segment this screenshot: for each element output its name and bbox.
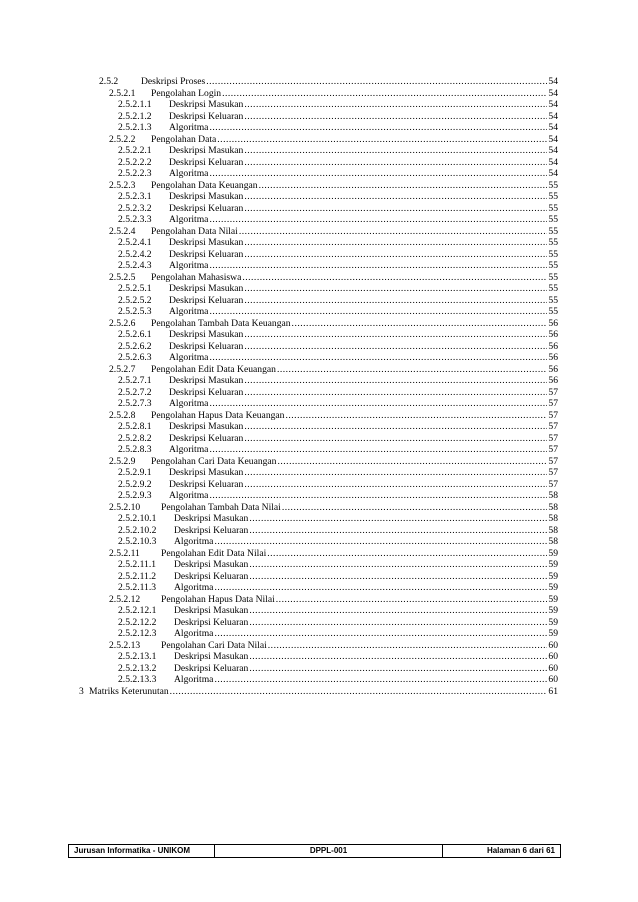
toc-entry-number: 2.5.2.1.2 — [118, 110, 152, 122]
toc-entry-page: 56 — [548, 375, 558, 386]
toc-entry[interactable] — [0, 295, 638, 307]
toc-entry[interactable] — [0, 571, 638, 583]
toc-entry-number: 2.5.2.5 — [109, 271, 136, 283]
toc-entry-page: 59 — [548, 559, 558, 570]
toc-entry[interactable] — [0, 686, 638, 698]
toc-entry-title: Algoritma — [169, 444, 209, 455]
toc-dot-leader — [244, 375, 547, 387]
toc-entry-title: Algoritma — [169, 352, 209, 363]
toc-entry[interactable] — [0, 341, 638, 353]
toc-entry[interactable] — [0, 180, 638, 192]
toc-entry[interactable] — [0, 157, 638, 169]
toc-entry-page: 58 — [548, 524, 558, 536]
toc-entry-page: 56 — [548, 352, 558, 363]
toc-entry-number: 2.5.2.12.2 — [118, 616, 157, 628]
toc-entry-title: Deskripsi Keluaran — [169, 432, 244, 444]
toc-entry-number: 2.5.2.2.1 — [118, 145, 152, 156]
toc-entry-page: 55 — [548, 294, 558, 306]
toc-entry-title: Deskripsi Masukan — [169, 375, 244, 386]
toc-entry-number: 2.5.2.4 — [109, 225, 136, 237]
toc-entry[interactable] — [0, 237, 638, 249]
toc-dot-leader — [206, 76, 547, 88]
toc-entry[interactable] — [0, 525, 638, 537]
toc-dot-leader — [244, 341, 547, 353]
toc-entry-title: Deskripsi Masukan — [169, 145, 244, 156]
toc-entry-title: Deskripsi Keluaran — [169, 340, 244, 352]
toc-entry-number: 2.5.2.10.2 — [118, 524, 157, 536]
toc-entry-page: 58 — [548, 490, 558, 501]
toc-dot-leader — [209, 352, 547, 364]
toc-entry[interactable] — [0, 329, 638, 341]
toc-entry-title: Deskripsi Masukan — [169, 191, 244, 202]
toc-entry[interactable] — [0, 640, 638, 652]
toc-entry-page: 55 — [548, 202, 558, 214]
toc-dot-leader — [244, 157, 547, 169]
toc-dot-leader — [244, 329, 547, 341]
toc-entry-title: Deskripsi Keluaran — [169, 386, 244, 398]
toc-entry[interactable] — [0, 226, 638, 238]
toc-entry-title: Pengolahan Edit Data Nilai — [161, 547, 267, 559]
toc-dot-leader — [249, 663, 547, 675]
toc-entry-page: 54 — [548, 76, 558, 87]
toc-entry-page: 56 — [548, 363, 558, 375]
toc-entry-number: 2.5.2.1.3 — [118, 122, 152, 133]
toc-entry-title: Algoritma — [169, 214, 209, 225]
toc-entry-number: 2.5.2.10.1 — [118, 513, 157, 524]
toc-entry-number: 3 — [79, 685, 84, 697]
toc-dot-leader — [209, 444, 547, 456]
toc-entry-title: Deskripsi Keluaran — [174, 524, 249, 536]
toc-entry-page: 60 — [548, 651, 558, 662]
toc-entry-number: 2.5.2.5.3 — [118, 306, 152, 317]
toc-entry-title: Pengolahan Data Keuangan — [151, 179, 258, 191]
toc-dot-leader — [244, 421, 547, 433]
toc-dot-leader — [249, 605, 547, 617]
toc-entry[interactable] — [0, 594, 638, 606]
toc-entry-page: 59 — [548, 605, 558, 616]
toc-entry-title: Algoritma — [169, 490, 209, 501]
toc-dot-leader — [222, 88, 547, 100]
toc-entry-title: Pengolahan Login — [151, 87, 222, 99]
toc-entry[interactable] — [0, 421, 638, 433]
toc-entry-page: 61 — [548, 685, 558, 697]
toc-entry-page: 57 — [548, 386, 558, 398]
toc-entry-title: Pengolahan Cari Data Nilai — [161, 639, 267, 651]
toc-entry-number: 2.5.2.7.2 — [118, 386, 152, 398]
toc-dot-leader — [209, 490, 547, 502]
toc-entry-number: 2.5.2.12.1 — [118, 605, 157, 616]
toc-entry[interactable] — [0, 559, 638, 571]
toc-entry[interactable] — [0, 191, 638, 203]
toc-entry[interactable] — [0, 398, 638, 410]
toc-dot-leader — [277, 364, 547, 376]
toc-entry-title: Deskripsi Masukan — [169, 329, 244, 340]
toc-entry-page: 54 — [548, 145, 558, 156]
toc-entry-title: Pengolahan Data Nilai — [151, 225, 238, 237]
toc-entry-page: 57 — [548, 455, 558, 467]
toc-entry-page: 59 — [548, 547, 558, 559]
toc-entry-page: 59 — [548, 582, 558, 593]
toc-entry[interactable] — [0, 352, 638, 364]
toc-entry-number: 2.5.2.12.3 — [118, 628, 157, 639]
toc-entry[interactable] — [0, 145, 638, 157]
toc-dot-leader — [209, 260, 547, 272]
toc-entry-page: 55 — [548, 214, 558, 225]
toc-entry[interactable] — [0, 76, 638, 88]
toc-entry-number: 2.5.2.3 — [109, 179, 136, 191]
toc-entry[interactable] — [0, 628, 638, 640]
toc-dot-leader — [244, 191, 547, 203]
toc-entry[interactable] — [0, 536, 638, 548]
toc-entry-number: 2.5.2.9.1 — [118, 467, 152, 478]
toc-dot-leader — [214, 536, 547, 548]
toc-entry-page: 54 — [548, 122, 558, 133]
toc-entry-page: 56 — [548, 329, 558, 340]
toc-entry[interactable] — [0, 433, 638, 445]
toc-dot-leader — [249, 513, 547, 525]
toc-entry[interactable] — [0, 467, 638, 479]
toc-entry[interactable] — [0, 375, 638, 387]
toc-entry[interactable] — [0, 582, 638, 594]
toc-entry-title: Pengolahan Data — [151, 133, 217, 145]
toc-entry-number: 2.5.2.9.3 — [118, 490, 152, 501]
toc-entry-number: 2.5.2.6.2 — [118, 340, 152, 352]
toc-entry[interactable] — [0, 318, 638, 330]
toc-entry-title: Matriks Keterunutan — [89, 685, 169, 697]
toc-entry-number: 2.5.2.11.1 — [118, 559, 157, 570]
toc-dot-leader — [267, 548, 547, 560]
toc-entry-title: Deskripsi Masukan — [174, 605, 249, 616]
toc-entry-title: Pengolahan Mahasiswa — [151, 271, 242, 283]
toc-entry-title: Deskripsi Masukan — [174, 651, 249, 662]
toc-entry-title: Algoritma — [169, 122, 209, 133]
toc-dot-leader — [249, 525, 547, 537]
toc-entry-title: Algoritma — [169, 398, 209, 409]
toc-entry-page: 55 — [548, 225, 558, 237]
toc-entry-title: Algoritma — [174, 674, 214, 685]
toc-entry-title: Deskripsi Keluaran — [169, 110, 244, 122]
toc-entry-page: 55 — [548, 237, 558, 248]
toc-entry-title: Pengolahan Tambah Data Nilai — [161, 501, 281, 513]
toc-entry[interactable] — [0, 88, 638, 100]
footer-page-number: Halaman 6 dari 61 — [486, 846, 555, 855]
toc-entry-number: 2.5.2.8.3 — [118, 444, 152, 455]
toc-entry[interactable] — [0, 605, 638, 617]
toc-dot-leader — [244, 479, 547, 491]
page-footer — [68, 844, 561, 858]
toc-dot-leader — [249, 651, 547, 663]
toc-entry-page: 56 — [548, 317, 558, 329]
toc-entry-number: 2.5.2.13.1 — [118, 651, 157, 662]
toc-entry[interactable] — [0, 283, 638, 295]
toc-entry[interactable] — [0, 111, 638, 123]
toc-entry[interactable] — [0, 122, 638, 134]
toc-entry-number: 2.5.2.2.2 — [118, 156, 152, 168]
toc-entry-title: Algoritma — [169, 260, 209, 271]
toc-entry-page: 59 — [548, 570, 558, 582]
toc-entry[interactable] — [0, 490, 638, 502]
toc-dot-leader — [249, 571, 547, 583]
toc-entry-title: Pengolahan Hapus Data Keuangan — [151, 409, 285, 421]
toc-entry-title: Deskripsi Keluaran — [169, 202, 244, 214]
toc-entry-title: Deskripsi Masukan — [169, 283, 244, 294]
toc-entry-title: Algoritma — [174, 628, 214, 639]
toc-entry-number: 2.5.2.4.1 — [118, 237, 152, 248]
toc-entry-title: Deskripsi Keluaran — [174, 570, 249, 582]
toc-dot-leader — [259, 180, 548, 192]
toc-entry-title: Algoritma — [169, 168, 209, 179]
toc-entry-title: Deskripsi Masukan — [174, 559, 249, 570]
toc-dot-leader — [217, 134, 547, 146]
toc-entry-page: 54 — [548, 110, 558, 122]
toc-entry[interactable] — [0, 168, 638, 180]
toc-dot-leader — [292, 318, 548, 330]
toc-entry-title: Deskripsi Masukan — [169, 237, 244, 248]
toc-entry-page: 58 — [548, 513, 558, 524]
toc-dot-leader — [209, 398, 547, 410]
toc-entry-title: Deskripsi Keluaran — [174, 662, 249, 674]
toc-entry[interactable] — [0, 663, 638, 675]
toc-entry-page: 57 — [548, 467, 558, 478]
toc-entry-number: 2.5.2.8 — [109, 409, 136, 421]
toc-dot-leader — [268, 640, 548, 652]
toc-entry-title: Pengolahan Tambah Data Keuangan — [151, 317, 291, 329]
toc-entry-number: 2.5.2.2.3 — [118, 168, 152, 179]
toc-entry-number: 2.5.2.6.3 — [118, 352, 152, 363]
toc-dot-leader — [244, 203, 547, 215]
toc-entry-page: 55 — [548, 179, 558, 191]
toc-entry-number: 2.5.2 — [99, 76, 119, 87]
toc-entry-number: 2.5.2.3.1 — [118, 191, 152, 202]
toc-entry-page: 55 — [548, 260, 558, 271]
toc-entry-number: 2.5.2.9 — [109, 455, 136, 467]
toc-dot-leader — [170, 686, 548, 698]
toc-entry[interactable] — [0, 513, 638, 525]
toc-entry-number: 2.5.2.4.3 — [118, 260, 152, 271]
toc-dot-leader — [214, 628, 547, 640]
toc-entry-title: Deskripsi Keluaran — [169, 294, 244, 306]
toc-entry[interactable] — [0, 249, 638, 261]
toc-entry-title: Deskripsi Masukan — [169, 421, 244, 432]
toc-entry-page: 59 — [548, 616, 558, 628]
footer-department: Jurusan Informatika - UNIKOM — [69, 845, 215, 857]
toc-dot-leader — [244, 433, 547, 445]
toc-entry[interactable] — [0, 387, 638, 399]
toc-entry-page: 58 — [548, 536, 558, 547]
toc-entry[interactable] — [0, 617, 638, 629]
toc-dot-leader — [209, 122, 547, 134]
toc-entry[interactable] — [0, 306, 638, 318]
toc-entry-page: 54 — [548, 87, 558, 99]
toc-entry[interactable] — [0, 651, 638, 663]
toc-entry-title: Algoritma — [174, 582, 214, 593]
toc-entry-page: 60 — [548, 662, 558, 674]
toc-dot-leader — [244, 99, 547, 111]
toc-entry-title: Deskripsi Keluaran — [169, 478, 244, 490]
toc-entry-number: 2.5.2.1.1 — [118, 99, 152, 110]
toc-entry-page: 58 — [548, 501, 558, 513]
toc-entry-number: 2.5.2.7 — [109, 363, 136, 375]
toc-entry-number: 2.5.2.9.2 — [118, 478, 152, 490]
toc-entry-page: 55 — [548, 191, 558, 202]
toc-entry[interactable] — [0, 272, 638, 284]
toc-entry-number: 2.5.2.8.2 — [118, 432, 152, 444]
toc-dot-leader — [209, 168, 547, 180]
toc-entry[interactable] — [0, 444, 638, 456]
toc-entry-number: 2.5.2.11.3 — [118, 582, 157, 593]
toc-dot-leader — [244, 283, 547, 295]
toc-dot-leader — [214, 582, 547, 594]
toc-dot-leader — [214, 674, 547, 686]
toc-entry-number: 2.5.2.7.1 — [118, 375, 152, 386]
toc-entry-number: 2.5.2.13 — [109, 639, 141, 651]
toc-entry[interactable] — [0, 674, 638, 686]
toc-entry-number: 2.5.2.2 — [109, 133, 136, 145]
toc-entry[interactable] — [0, 479, 638, 491]
toc-dot-leader — [242, 272, 547, 284]
toc-entry-page: 57 — [548, 421, 558, 432]
toc-entry-number: 2.5.2.4.2 — [118, 248, 152, 260]
toc-entry[interactable] — [0, 260, 638, 272]
toc-entry-number: 2.5.2.3.3 — [118, 214, 152, 225]
toc-entry-number: 2.5.2.8.1 — [118, 421, 152, 432]
toc-entry-number: 2.5.2.5.2 — [118, 294, 152, 306]
toc-entry-title: Deskripsi Proses — [141, 76, 206, 87]
toc-dot-leader — [244, 145, 547, 157]
toc-entry-number: 2.5.2.10 — [109, 501, 141, 513]
toc-entry[interactable] — [0, 99, 638, 111]
toc-entry-number: 2.5.2.11.2 — [118, 570, 157, 582]
toc-entry[interactable] — [0, 134, 638, 146]
toc-entry-page: 54 — [548, 156, 558, 168]
toc-entry-page: 57 — [548, 398, 558, 409]
toc-entry-number: 2.5.2.1 — [109, 87, 136, 99]
toc-dot-leader — [209, 214, 547, 226]
toc-entry-title: Deskripsi Masukan — [169, 99, 244, 110]
toc-entry-title: Deskripsi Masukan — [174, 513, 249, 524]
toc-dot-leader — [285, 410, 547, 422]
toc-entry-number: 2.5.2.5.1 — [118, 283, 152, 294]
toc-dot-leader — [282, 502, 548, 514]
toc-entry-page: 54 — [548, 99, 558, 110]
toc-entry-page: 60 — [548, 639, 558, 651]
toc-entry-title: Pengolahan Hapus Data Nilai — [161, 593, 275, 605]
toc-entry-page: 55 — [548, 283, 558, 294]
toc-entry[interactable] — [0, 364, 638, 376]
toc-dot-leader — [244, 387, 547, 399]
toc-entry-number: 2.5.2.7.3 — [118, 398, 152, 409]
toc-entry-page: 55 — [548, 248, 558, 260]
toc-dot-leader — [209, 306, 547, 318]
toc-entry[interactable] — [0, 214, 638, 226]
toc-entry-number: 2.5.2.13.3 — [118, 674, 157, 685]
toc-entry-title: Deskripsi Masukan — [169, 467, 244, 478]
toc-entry-title: Deskripsi Keluaran — [174, 616, 249, 628]
toc-entry-page: 54 — [548, 133, 558, 145]
toc-entry-page: 57 — [548, 478, 558, 490]
toc-entry-page: 57 — [548, 432, 558, 444]
toc-entry-title: Deskripsi Keluaran — [169, 156, 244, 168]
toc-entry-page: 59 — [548, 593, 558, 605]
toc-entry-title: Pengolahan Edit Data Keuangan — [151, 363, 276, 375]
toc-entry-page: 57 — [548, 409, 558, 421]
toc-entry-page: 60 — [548, 674, 558, 685]
toc-entry-title: Pengolahan Cari Data Keuangan — [151, 455, 277, 467]
toc-entry-title: Deskripsi Keluaran — [169, 248, 244, 260]
toc-entry-number: 2.5.2.12 — [109, 593, 141, 605]
toc-entry[interactable] — [0, 548, 638, 560]
toc-entry-page: 54 — [548, 168, 558, 179]
toc-entry-number: 2.5.2.13.2 — [118, 662, 157, 674]
toc-entry[interactable] — [0, 502, 638, 514]
toc-entry-page: 55 — [548, 271, 558, 283]
toc-entry[interactable] — [0, 410, 638, 422]
toc-dot-leader — [249, 559, 547, 571]
toc-entry-number: 2.5.2.6.1 — [118, 329, 152, 340]
toc-entry-page: 55 — [548, 306, 558, 317]
toc-entry-number: 2.5.2.11 — [109, 547, 140, 559]
toc-entry-title: Algoritma — [174, 536, 214, 547]
toc-entry-page: 59 — [548, 628, 558, 639]
toc-dot-leader — [244, 467, 547, 479]
toc-entry-title: Algoritma — [169, 306, 209, 317]
footer-document-code: DPPL-001 — [215, 845, 443, 857]
toc-entry-page: 57 — [548, 444, 558, 455]
toc-entry-number: 2.5.2.3.2 — [118, 202, 152, 214]
toc-dot-leader — [239, 226, 548, 238]
toc-dot-leader — [244, 111, 547, 123]
toc-entry-number: 2.5.2.10.3 — [118, 536, 157, 547]
toc-entry[interactable] — [0, 203, 638, 215]
toc-dot-leader — [276, 594, 548, 606]
toc-entry-number: 2.5.2.6 — [109, 317, 136, 329]
toc-dot-leader — [277, 456, 547, 468]
toc-dot-leader — [249, 617, 547, 629]
toc-entry-page: 56 — [548, 340, 558, 352]
toc-dot-leader — [244, 237, 547, 249]
table-of-contents — [0, 76, 638, 697]
toc-dot-leader — [244, 295, 547, 307]
toc-dot-leader — [244, 249, 547, 261]
toc-entry[interactable] — [0, 456, 638, 468]
